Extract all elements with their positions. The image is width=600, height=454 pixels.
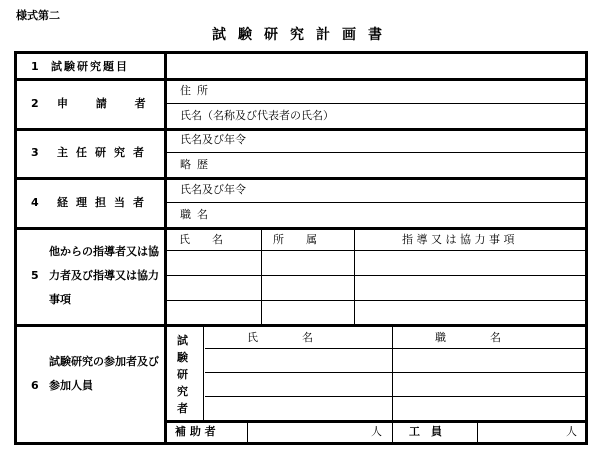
chief-researcher-name-label: 氏名及び年令 (180, 133, 246, 146)
researcher-group-label: 試験研究者 (177, 334, 188, 415)
document-title: 試験研究計画書 (212, 27, 394, 43)
applicant-address-label: 住所 (180, 84, 214, 97)
form-number: 様式第二 (16, 9, 60, 22)
row1-label: 試験研究題目 (51, 60, 129, 73)
assistant-unit: 人 (371, 425, 382, 438)
row1-number: 1 (31, 60, 41, 73)
accounting-name-label: 氏名及び年令 (180, 183, 246, 196)
applicant-name-label: 氏名（名称及び代表者の氏名） (180, 109, 334, 122)
row2-label: 申 請 者 (57, 97, 158, 110)
row2-number: 2 (31, 97, 44, 110)
row4-label: 経理担当者 (57, 196, 152, 209)
participant-name-header: 氏 名 (247, 331, 313, 344)
row4-number: 4 (31, 196, 44, 209)
row6-label: 試験研究の参加者及び参加人員 (49, 355, 159, 392)
row5-label: 他からの指導者又は協力者及び指導又は協力事項 (49, 245, 159, 306)
worker-unit: 人 (566, 425, 577, 438)
participant-position-header: 職 名 (435, 331, 501, 344)
worker-label: 工 員 (409, 425, 442, 438)
collab-affiliation-header: 所 属 (273, 233, 317, 246)
assistant-label: 補 助 者 (175, 425, 216, 438)
row3-label: 主任研究者 (57, 146, 152, 159)
row6-number: 6 (31, 379, 44, 392)
form-table (14, 51, 588, 445)
accounting-position-label: 職名 (180, 208, 214, 221)
row5-number: 5 (31, 269, 44, 282)
chief-researcher-history-label: 略歴 (180, 158, 214, 171)
row3-number: 3 (31, 146, 44, 159)
collab-name-header: 氏 名 (179, 233, 223, 246)
collab-matter-header: 指 導 又 は 協 力 事 項 (402, 233, 515, 246)
